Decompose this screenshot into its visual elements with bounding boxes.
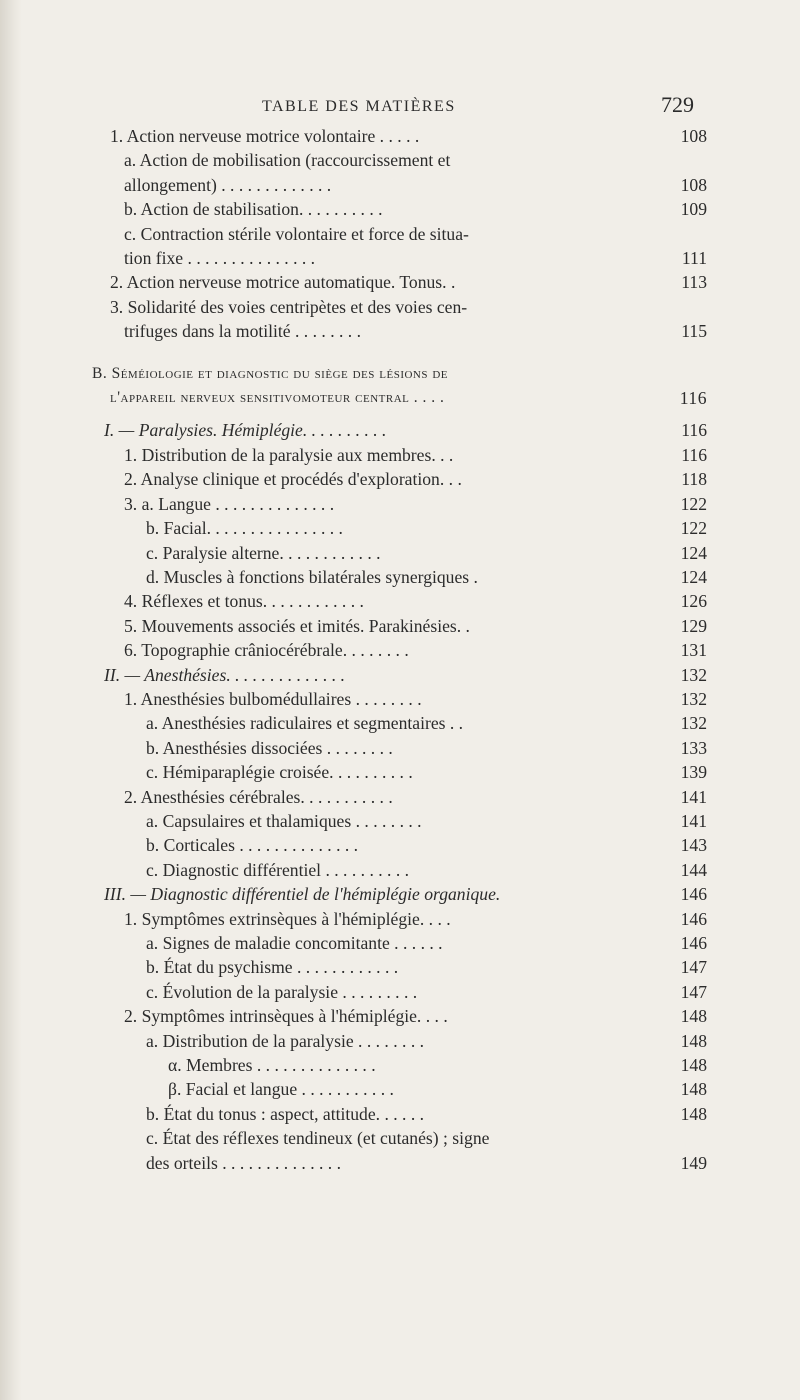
toc-entry: α. Membres . . . . . . . . . . . . . . 148	[168, 1055, 707, 1076]
toc-entry: b. État du tonus : aspect, attitude. . . . . . 148	[146, 1103, 707, 1124]
toc-entry: 3. a. Langue . . . . . . . . . . . . . . 122	[124, 493, 707, 514]
toc-entry: b. Corticales . . . . . . . . . . . . . . 143	[146, 835, 707, 856]
toc-section-heading-continuation: l'appareil nerveux sensitivomoteur central . . . . 116	[110, 388, 707, 409]
toc-entry: 1. Symptômes extrinsèques à l'hémiplégie. . . . 146	[124, 908, 707, 929]
toc-entry: 2. Anesthésies cérébrales. . . . . . . . . . . 141	[124, 786, 707, 807]
page-number: 729	[661, 92, 694, 117]
toc-entry: c. Contraction stérile volontaire et force de situa-	[124, 223, 469, 244]
toc-entry: c. Évolution de la paralysie . . . . . . . . . 147	[146, 981, 707, 1002]
toc-entry: b. État du psychisme . . . . . . . . . . . . 147	[146, 957, 707, 978]
page-header	[262, 92, 694, 120]
toc-entry: b. Facial. . . . . . . . . . . . . . . . 122	[146, 518, 707, 539]
toc-entry: 1. Distribution de la paralysie aux membres. . . 116	[124, 444, 707, 465]
toc-entry-continuation: des orteils . . . . . . . . . . . . . . 149	[146, 1152, 707, 1173]
toc-entry-continuation: trifuges dans la motilité . . . . . . . . 115	[124, 321, 707, 342]
toc-entry: a. Anesthésies radiculaires et segmentaires . . 132	[146, 713, 707, 734]
toc-entry: d. Muscles à fonctions bilatérales synergiques . 124	[146, 566, 707, 587]
toc-entry: 1. Anesthésies bulbomédullaires . . . . . . . . 132	[124, 688, 707, 709]
toc-entry: 2. Action nerveuse motrice automatique. Tonus. . 113	[110, 272, 707, 293]
toc-entry: a. Action de mobilisation (raccourcissement et	[124, 150, 451, 171]
toc-entry-continuation: allongement) . . . . . . . . . . . . . 108	[124, 174, 707, 195]
toc-entry: 2. Analyse clinique et procédés d'exploration. . . 118	[124, 469, 707, 490]
toc-entry: a. Distribution de la paralysie . . . . . . . . 148	[146, 1030, 707, 1051]
toc-entry: I. — Paralysies. Hémiplégie. . . . . . . . . . 116	[104, 420, 707, 441]
toc-entry: 1. Action nerveuse motrice volontaire . . . . . 108	[110, 126, 707, 146]
toc-entry-continuation: tion fixe . . . . . . . . . . . . . . . 111	[124, 248, 707, 269]
toc-entry: III. — Diagnostic différentiel de l'hémiplégie organique. 146	[104, 884, 707, 905]
toc-entry: II. — Anesthésies. . . . . . . . . . . . . . 132	[104, 664, 707, 685]
toc-entry: 4. Réflexes et tonus. . . . . . . . . . . . 126	[124, 591, 707, 612]
toc-entry: 5. Mouvements associés et imités. Parakinésies. . 129	[124, 615, 707, 636]
table-of-contents	[92, 124, 707, 1175]
toc-entry: 2. Symptômes intrinsèques à l'hémiplégie. . . . 148	[124, 1006, 707, 1027]
toc-entry: c. Hémiparaplégie croisée. . . . . . . . . . 139	[146, 762, 707, 783]
toc-entry: 6. Topographie crâniocérébrale. . . . . . . . 131	[124, 640, 707, 661]
toc-section-heading: B. Séméiologie et diagnostic du siège des lésions de	[92, 364, 449, 382]
toc-entry: b. Anesthésies dissociées . . . . . . . . 133	[146, 737, 707, 758]
toc-entry: c. État des réflexes tendineux (et cutanés) ; signe	[146, 1128, 490, 1149]
toc-entry: c. Diagnostic différentiel . . . . . . . . . . 144	[146, 859, 707, 880]
toc-entry: 3. Solidarité des voies centripètes et des voies cen-	[110, 296, 468, 317]
toc-entry: a. Capsulaires et thalamiques . . . . . . . . 141	[146, 810, 707, 831]
toc-entry: c. Paralysie alterne. . . . . . . . . . . . 124	[146, 542, 707, 563]
toc-entry: β. Facial et langue . . . . . . . . . . . 148	[168, 1079, 707, 1100]
page-binding-shadow	[0, 0, 22, 1400]
toc-entry: b. Action de stabilisation. . . . . . . . . . 109	[124, 199, 707, 220]
toc-entry: a. Signes de maladie concomitante . . . . . . 146	[146, 933, 707, 953]
running-title: TABLE DES MATIÈRES	[262, 98, 456, 115]
